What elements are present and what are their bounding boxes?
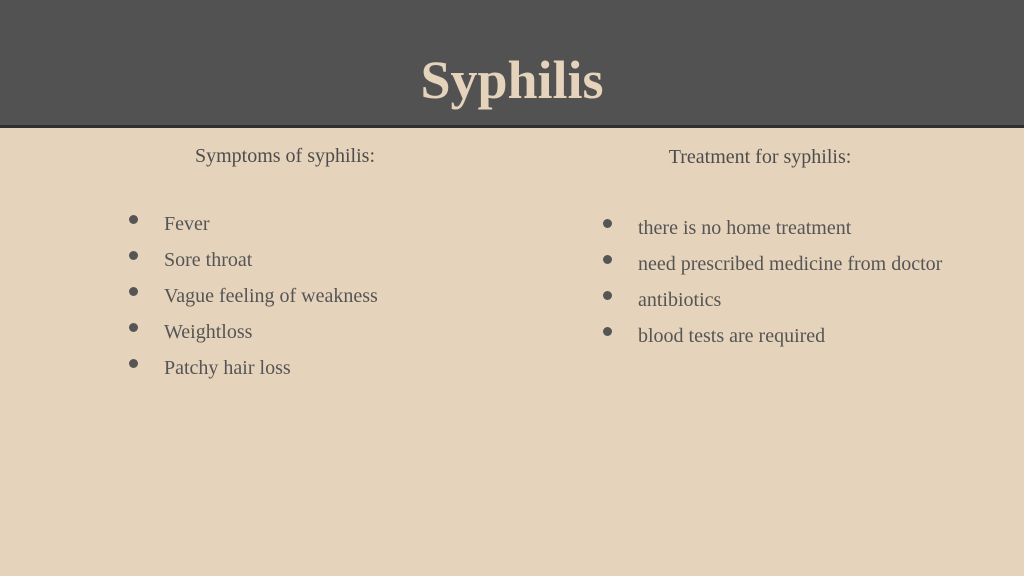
bullet-icon bbox=[129, 323, 138, 332]
treatment-heading: Treatment for syphilis: bbox=[668, 146, 852, 168]
list-item bbox=[602, 287, 942, 323]
bullet-icon bbox=[129, 215, 138, 224]
list-item bbox=[602, 251, 942, 287]
list-item-text: Patchy hair loss bbox=[164, 357, 291, 379]
symptoms-heading: Symptoms of syphilis: bbox=[194, 145, 376, 167]
bullet-icon bbox=[129, 251, 138, 260]
list-item-text: Weightloss bbox=[164, 321, 253, 343]
slide-title: Syphilis bbox=[420, 50, 604, 110]
bullet-icon bbox=[129, 359, 138, 368]
list-item-text: Sore throat bbox=[164, 249, 253, 271]
list-item bbox=[128, 319, 378, 355]
list-item bbox=[128, 283, 378, 319]
bullet-icon bbox=[603, 219, 612, 228]
list-item-text: antibiotics bbox=[638, 289, 722, 311]
list-item-text: there is no home treatment bbox=[638, 217, 852, 239]
treatment-list bbox=[602, 215, 942, 359]
list-item bbox=[128, 247, 378, 283]
symptoms-list bbox=[128, 211, 378, 391]
list-item bbox=[602, 215, 942, 251]
bullet-icon bbox=[603, 291, 612, 300]
list-item-text: blood tests are required bbox=[638, 325, 826, 347]
list-item bbox=[128, 355, 378, 391]
list-item bbox=[602, 323, 942, 359]
bullet-icon bbox=[603, 327, 612, 336]
list-item-text: Fever bbox=[164, 213, 210, 235]
bullet-icon bbox=[129, 287, 138, 296]
bullet-icon bbox=[603, 255, 612, 264]
title-bar bbox=[0, 0, 1024, 128]
list-item-text: need prescribed medicine from doctor bbox=[638, 253, 943, 275]
list-item-text: Vague feeling of weakness bbox=[164, 285, 378, 307]
list-item bbox=[128, 211, 378, 247]
